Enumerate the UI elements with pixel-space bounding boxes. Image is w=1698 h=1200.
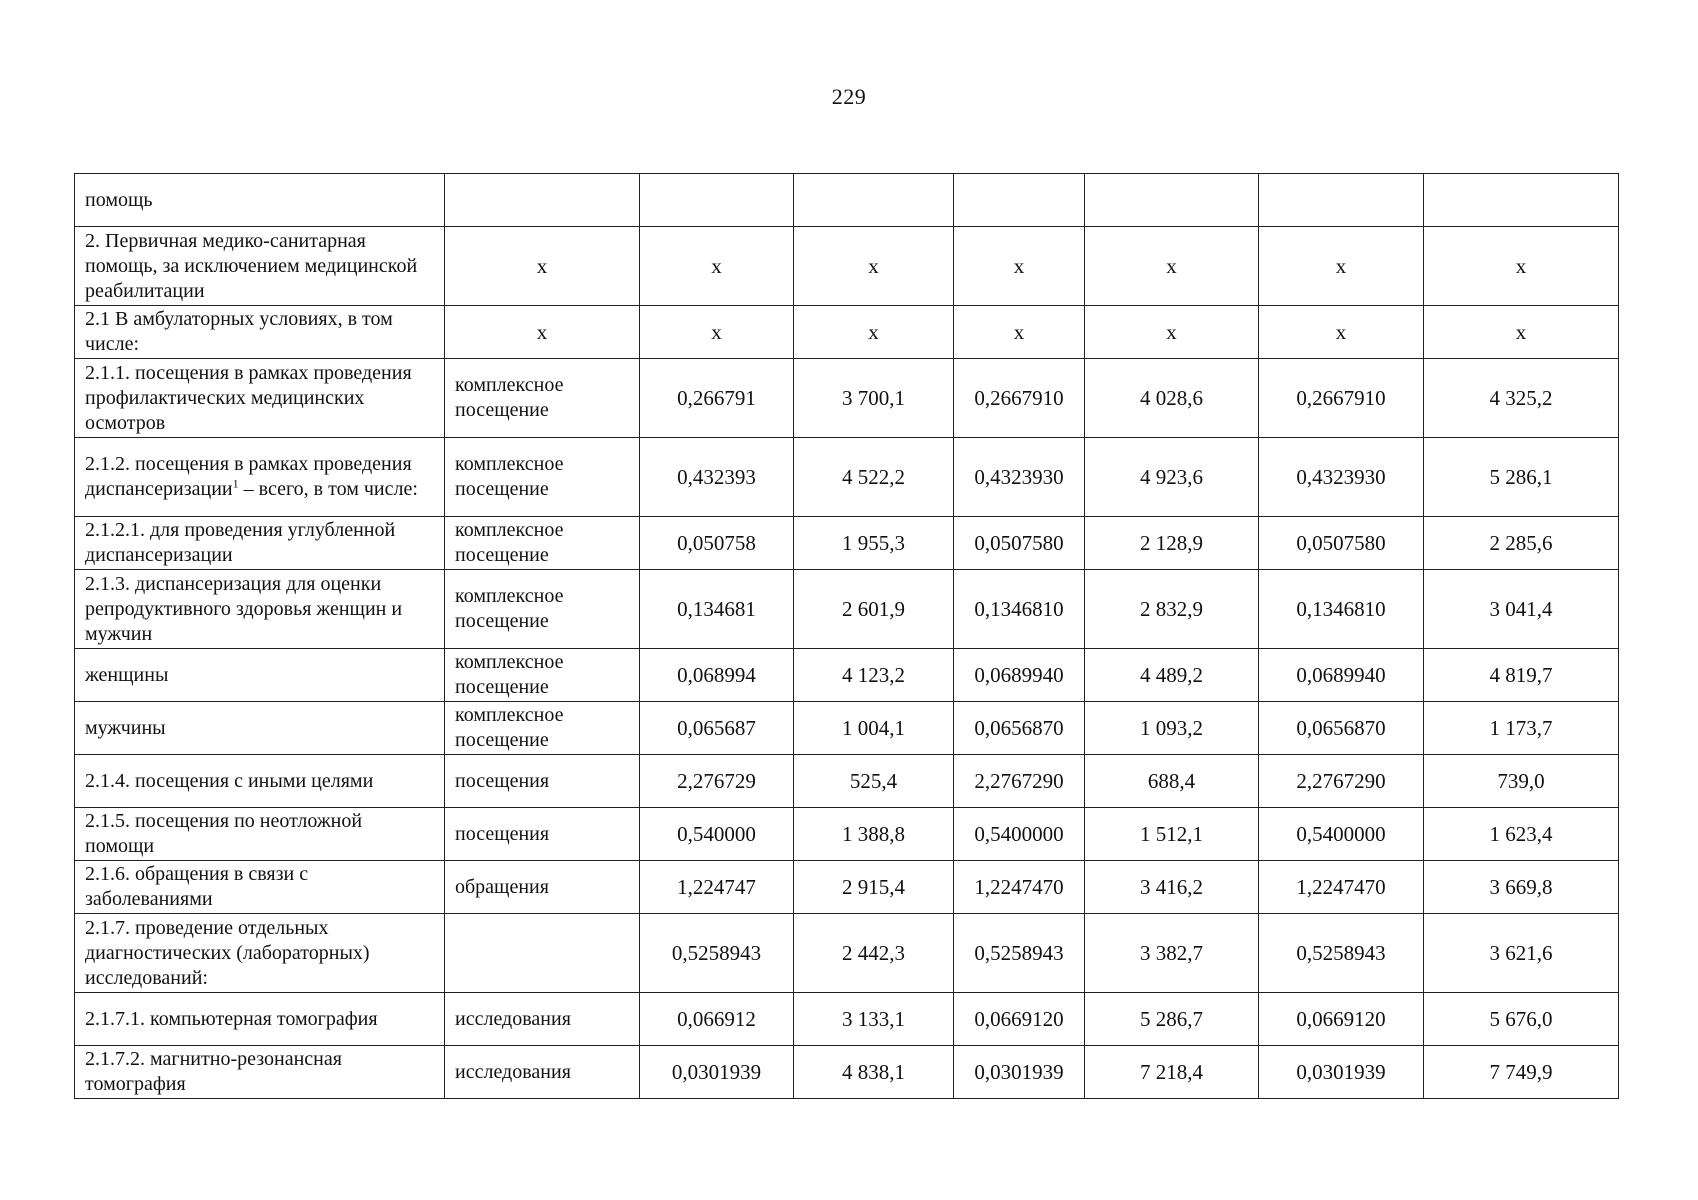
row-name: 2.1.7.2. магнитно-резонансная томография — [85, 1048, 342, 1095]
table-row — [75, 306, 1619, 359]
value-cell — [794, 174, 954, 227]
value-cell: 4 028,6 — [1085, 359, 1259, 438]
table-row — [75, 914, 1619, 993]
value-cell: 5 286,7 — [1085, 993, 1259, 1046]
value-cell: 4 123,2 — [794, 649, 954, 702]
value-cell: 2 442,3 — [794, 914, 954, 993]
row-name-cell — [75, 1046, 445, 1099]
unit-cell: комплексное посещение — [445, 517, 640, 570]
row-name-cell — [75, 649, 445, 702]
page-number: 229 — [831, 84, 867, 109]
value-cell: 3 041,4 — [1424, 570, 1619, 649]
value-cell: 1,224747 — [640, 861, 794, 914]
unit-cell — [445, 174, 640, 227]
value-cell: 0,5400000 — [1259, 808, 1424, 861]
value-cell: 1 512,1 — [1085, 808, 1259, 861]
value-cell: 0,0656870 — [1259, 702, 1424, 755]
row-name: 2.1.3. диспансеризация для оценки репродуктивного здоровья женщин и мужчин — [85, 572, 403, 645]
value-cell: х — [1424, 306, 1619, 359]
unit-cell: х — [445, 306, 640, 359]
value-cell: 2 601,9 — [794, 570, 954, 649]
value-cell: 4 819,7 — [1424, 649, 1619, 702]
row-name-cell — [75, 227, 445, 306]
unit-cell: обращения — [445, 861, 640, 914]
value-cell: 688,4 — [1085, 755, 1259, 808]
value-cell: 1,2247470 — [1259, 861, 1424, 914]
value-cell: х — [640, 306, 794, 359]
value-cell: 3 133,1 — [794, 993, 954, 1046]
unit-cell — [445, 914, 640, 993]
row-name-cell — [75, 306, 445, 359]
value-cell: х — [1085, 306, 1259, 359]
value-cell: 1 623,4 — [1424, 808, 1619, 861]
value-cell — [640, 174, 794, 227]
value-cell: 0,5258943 — [1259, 914, 1424, 993]
value-cell: 0,4323930 — [1259, 438, 1424, 517]
value-cell: 0,5258943 — [954, 914, 1085, 993]
row-name-cell — [75, 438, 445, 517]
value-cell: 2,276729 — [640, 755, 794, 808]
value-cell: 2,2767290 — [954, 755, 1085, 808]
value-cell: 0,1346810 — [954, 570, 1085, 649]
value-cell — [1259, 174, 1424, 227]
table-row — [75, 570, 1619, 649]
table-row — [75, 1046, 1619, 1099]
value-cell: 2 915,4 — [794, 861, 954, 914]
value-cell: 525,4 — [794, 755, 954, 808]
table-row — [75, 517, 1619, 570]
value-cell: 0,540000 — [640, 808, 794, 861]
value-cell: 0,0301939 — [640, 1046, 794, 1099]
row-name-cell — [75, 174, 445, 227]
value-cell: 4 489,2 — [1085, 649, 1259, 702]
value-cell: 0,068994 — [640, 649, 794, 702]
row-name: 2.1.1. посещения в рамках проведения профилактических медицинских осмотров — [85, 361, 412, 434]
value-cell: 3 621,6 — [1424, 914, 1619, 993]
value-cell: 0,5400000 — [954, 808, 1085, 861]
value-cell: 5 676,0 — [1424, 993, 1619, 1046]
value-cell: 0,066912 — [640, 993, 794, 1046]
value-cell: х — [1259, 227, 1424, 306]
row-name-cell — [75, 702, 445, 755]
row-name: помощь — [85, 188, 153, 211]
unit-cell: комплексное посещение — [445, 570, 640, 649]
row-name: 2.1.6. обращения в связи с заболеваниями — [85, 863, 309, 910]
row-name: 2.1.4. посещения с иными целями — [85, 769, 374, 792]
value-cell: 0,0301939 — [954, 1046, 1085, 1099]
unit-cell: комплексное посещение — [445, 359, 640, 438]
value-cell: х — [1085, 227, 1259, 306]
value-cell: 0,0669120 — [1259, 993, 1424, 1046]
value-cell: 4 522,2 — [794, 438, 954, 517]
value-cell — [1085, 174, 1259, 227]
table-row — [75, 359, 1619, 438]
row-name: 2.1.5. посещения по неотложной помощи — [85, 810, 363, 857]
norms-table — [74, 173, 1619, 1099]
value-cell: 2 285,6 — [1424, 517, 1619, 570]
value-cell: 2 128,9 — [1085, 517, 1259, 570]
row-name-cell — [75, 570, 445, 649]
value-cell: 1 173,7 — [1424, 702, 1619, 755]
row-name: 2.1 В амбулаторных условиях, в том числе: — [85, 308, 393, 355]
row-name: 2.1.7.1. компьютерная томография — [85, 1007, 378, 1030]
value-cell: 0,2667910 — [1259, 359, 1424, 438]
table-row — [75, 808, 1619, 861]
unit-cell: комплексное посещение — [445, 649, 640, 702]
row-name: 2. Первичная медико-санитарная помощь, за исключением медицинской реабилитации — [85, 229, 418, 302]
value-cell: х — [794, 227, 954, 306]
footnote-marker: 1 — [232, 476, 239, 491]
unit-cell: комплексное посещение — [445, 702, 640, 755]
value-cell: х — [794, 306, 954, 359]
value-cell: 4 838,1 — [794, 1046, 954, 1099]
row-name: 2.1.2.1. для проведения углубленной диспансеризации — [85, 519, 396, 566]
value-cell: 1 093,2 — [1085, 702, 1259, 755]
value-cell: 0,134681 — [640, 570, 794, 649]
value-cell: 0,0689940 — [1259, 649, 1424, 702]
value-cell: 7 218,4 — [1085, 1046, 1259, 1099]
value-cell: 4 325,2 — [1424, 359, 1619, 438]
unit-cell: исследования — [445, 1046, 640, 1099]
value-cell — [954, 174, 1085, 227]
table-row — [75, 861, 1619, 914]
row-name-tail: – всего, в том числе: — [238, 478, 418, 500]
row-name-cell — [75, 914, 445, 993]
value-cell: 0,266791 — [640, 359, 794, 438]
value-cell: 1 955,3 — [794, 517, 954, 570]
value-cell: 0,2667910 — [954, 359, 1085, 438]
value-cell: 2 832,9 — [1085, 570, 1259, 649]
unit-cell: посещения — [445, 755, 640, 808]
value-cell: 4 923,6 — [1085, 438, 1259, 517]
value-cell: 739,0 — [1424, 755, 1619, 808]
value-cell: 0,0507580 — [954, 517, 1085, 570]
value-cell: 1 004,1 — [794, 702, 954, 755]
value-cell: 0,0301939 — [1259, 1046, 1424, 1099]
unit-cell: х — [445, 227, 640, 306]
table-row — [75, 702, 1619, 755]
value-cell: 2,2767290 — [1259, 755, 1424, 808]
value-cell: 0,0656870 — [954, 702, 1085, 755]
value-cell: 3 700,1 — [794, 359, 954, 438]
value-cell: 3 416,2 — [1085, 861, 1259, 914]
unit-cell: комплексное посещение — [445, 438, 640, 517]
value-cell: 0,5258943 — [640, 914, 794, 993]
value-cell: х — [954, 227, 1085, 306]
table-row — [75, 649, 1619, 702]
row-name-cell — [75, 755, 445, 808]
value-cell: 0,065687 — [640, 702, 794, 755]
value-cell: 1 388,8 — [794, 808, 954, 861]
table-row — [75, 755, 1619, 808]
value-cell: 7 749,9 — [1424, 1046, 1619, 1099]
row-name: женщины — [85, 663, 169, 686]
value-cell: 3 382,7 — [1085, 914, 1259, 993]
value-cell: х — [640, 227, 794, 306]
unit-cell: посещения — [445, 808, 640, 861]
table-row — [75, 174, 1619, 227]
value-cell: 1,2247470 — [954, 861, 1085, 914]
row-name-cell — [75, 808, 445, 861]
value-cell: 0,4323930 — [954, 438, 1085, 517]
value-cell: 3 669,8 — [1424, 861, 1619, 914]
value-cell: 0,0669120 — [954, 993, 1085, 1046]
value-cell: х — [1259, 306, 1424, 359]
row-name-cell — [75, 861, 445, 914]
unit-cell: исследования — [445, 993, 640, 1046]
row-name-cell — [75, 359, 445, 438]
value-cell: 0,432393 — [640, 438, 794, 517]
value-cell: 0,1346810 — [1259, 570, 1424, 649]
table-row — [75, 993, 1619, 1046]
row-name: мужчины — [85, 716, 166, 739]
row-name-cell — [75, 993, 445, 1046]
row-name-cell — [75, 517, 445, 570]
row-name: 2.1.2. посещения в рамках проведения диспансеризации — [85, 453, 412, 500]
table-row — [75, 438, 1619, 517]
value-cell: 0,050758 — [640, 517, 794, 570]
row-name: 2.1.7. проведение отдельных диагностических (лабораторных) исследований: — [85, 916, 370, 989]
value-cell: 5 286,1 — [1424, 438, 1619, 517]
value-cell: х — [1424, 227, 1619, 306]
table-body — [75, 174, 1619, 1099]
value-cell: 0,0689940 — [954, 649, 1085, 702]
table-row — [75, 227, 1619, 306]
value-cell: х — [954, 306, 1085, 359]
value-cell: 0,0507580 — [1259, 517, 1424, 570]
value-cell — [1424, 174, 1619, 227]
